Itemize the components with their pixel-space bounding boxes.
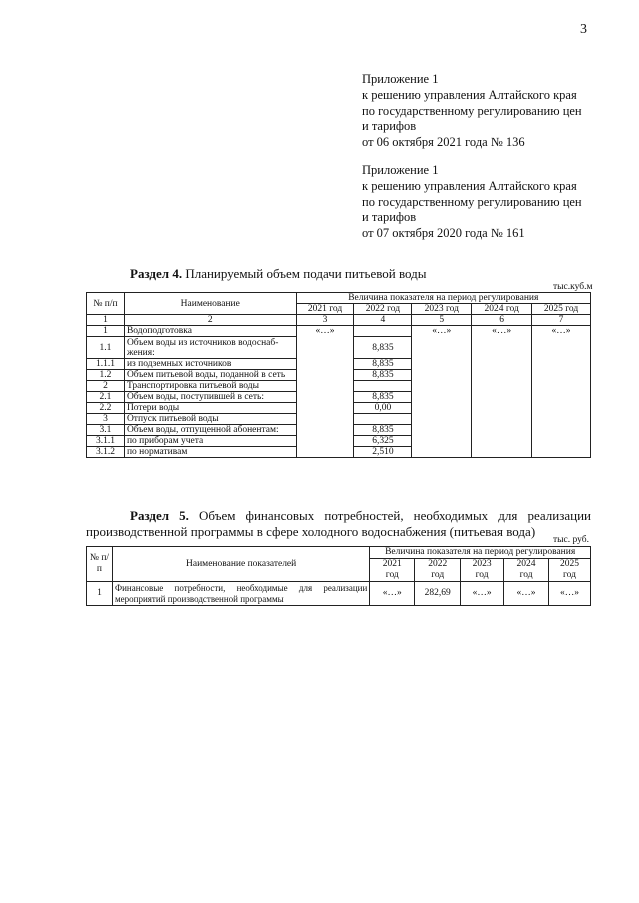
value-2022: 282,69 [415,582,461,606]
column-number: 4 [354,315,412,326]
row-num: 1.1.1 [87,359,125,370]
value-2021: «…» [370,582,415,606]
year-word: год [563,570,576,580]
row-name: Объем питьевой воды, поданной в сеть [124,370,296,381]
row-num: 1.2 [87,370,125,381]
header-year: 2023 год [412,304,472,315]
row-name: Объем воды из источников водоснаб-жения: [124,337,296,359]
value-2022: 8,835 [354,337,412,359]
section4-title: Планируемый объем подачи питьевой воды [185,266,427,281]
row-name: Отпуск питьевой воды [124,414,296,425]
section5-unit: тыс. руб. [553,535,589,545]
section5-label: Раздел 5. [130,508,189,523]
value-2022: 2,510 [354,447,412,458]
table-row [87,582,591,606]
value-2022 [354,381,412,392]
value-2021: «…» [296,326,354,458]
section4-heading [130,266,427,282]
row-num: 1 [87,582,113,606]
year-number: 2024 [516,559,536,569]
year-number: 2023 [472,559,492,569]
appendix-block-original [362,163,612,242]
header-year [549,559,591,582]
section4-table [86,292,591,458]
year-word: год [519,570,533,580]
value-2022 [354,326,412,337]
appendix-block-current [362,72,612,151]
header-year: 2022 год [354,304,412,315]
header-period: Величина показателя на период регулирования [370,547,591,559]
header-num: № п/п [87,293,125,315]
appendix-line: к решению управления Алтайского края [362,178,577,193]
value-2022: 0,00 [354,403,412,414]
header-year: 2024 год [472,304,532,315]
row-num: 1 [87,326,125,337]
value-2022: 8,835 [354,425,412,436]
value-2023: «…» [412,326,472,458]
header-year [461,559,504,582]
row-num: 3 [87,414,125,425]
value-2025: «…» [532,326,591,458]
row-num: 2 [87,381,125,392]
row-name: по приборам учета [124,436,296,447]
appendix-line: Приложение 1 [362,72,439,86]
column-number: 3 [296,315,354,326]
row-num: 3.1.1 [87,436,125,447]
header-year: 2021 год [296,304,354,315]
row-num: 2.2 [87,403,125,414]
column-number: 6 [472,315,532,326]
row-num: 2.1 [87,392,125,403]
value-2023: «…» [461,582,504,606]
header-name: Наименование [124,293,296,315]
value-2022: 8,835 [354,392,412,403]
column-number: 2 [124,315,296,326]
row-name: Объем воды, поступившей в сеть: [124,392,296,403]
year-number: 2025 [560,559,579,569]
header-period: Величина показателя на период регулирования [296,293,590,304]
row-name: по нормативам [124,447,296,458]
year-number: 2022 [428,559,448,569]
value-2025: «…» [549,582,591,606]
year-word: год [385,570,399,580]
appendix-line: по государственному регулированию цен [362,103,582,118]
value-2024: «…» [504,582,549,606]
section4-unit: тыс.куб.м [553,282,593,292]
column-number: 7 [532,315,591,326]
section5-heading [86,508,591,540]
row-name: Водоподготовка [124,326,296,337]
section4-label: Раздел 4. [130,266,183,281]
row-num: 3.1.2 [87,447,125,458]
table-row [87,326,591,337]
header-name: Наименование показателей [112,547,369,582]
column-number: 5 [412,315,472,326]
column-number: 1 [87,315,125,326]
appendix-line: и тарифов [362,210,417,225]
appendix-line: от 07 октября 2020 года № 161 [362,226,525,241]
value-2024: «…» [472,326,532,458]
page-number: 3 [580,22,587,37]
value-2022: 8,835 [354,359,412,370]
appendix-line: и тарифов [362,119,417,134]
row-name: из подземных источников [124,359,296,370]
header-year [504,559,549,582]
appendix-line: Приложение 1 [362,163,439,177]
value-2022: 6,325 [354,436,412,447]
appendix-line: к решению управления Алтайского края [362,87,577,102]
row-name: Финансовые потребности, необходимые для реализации мероприятий производственной программы [112,582,369,606]
value-2022 [354,414,412,425]
row-num: 1.1 [87,337,125,359]
row-name: Транспортировка питьевой воды [124,381,296,392]
appendix-line: по государственному регулированию цен [362,194,582,209]
section5-title: Объем финансовых потребностей, необходимых для реализации производственной программы в сфере холодного водоснабжения (питьевая вода) [86,508,592,539]
row-num: 3.1 [87,425,125,436]
section5-table [86,546,591,606]
value-2022: 8,835 [354,370,412,381]
row-name: Потери воды [124,403,296,414]
year-number: 2021 [382,559,402,569]
header-year [415,559,461,582]
header-year [370,559,415,582]
year-word: год [431,570,445,580]
row-name: Объем воды, отпущенной абонентам: [124,425,296,436]
year-word: год [475,570,489,580]
header-year: 2025 год [532,304,591,315]
appendix-line: от 06 октября 2021 года № 136 [362,135,525,150]
header-num: № п/п [87,547,113,582]
